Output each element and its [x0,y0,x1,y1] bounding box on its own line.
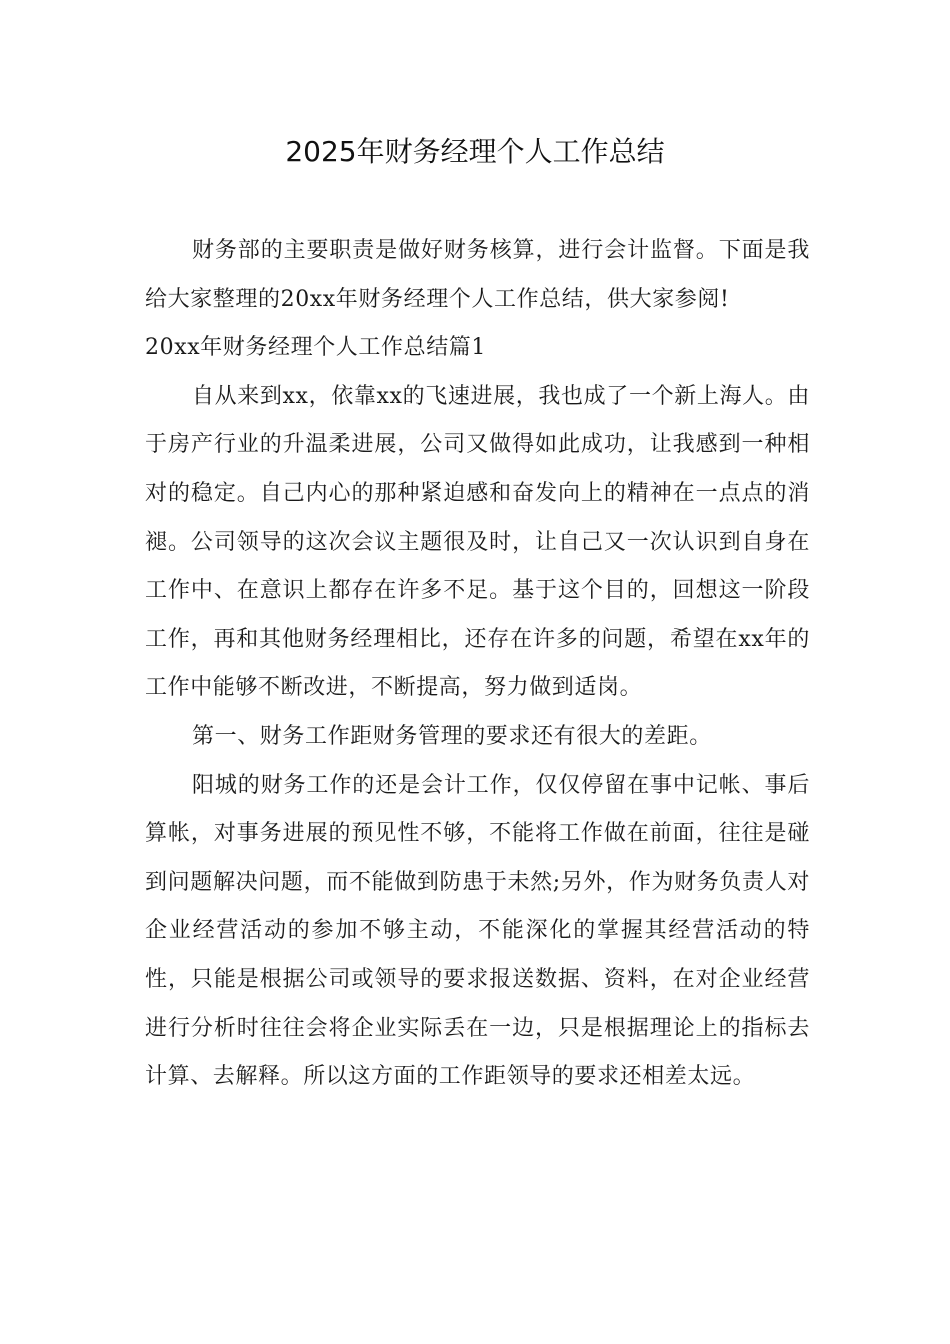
point-heading-1: 第一、财务工作距财务管理的要求还有很大的差距。 [192,723,712,749]
document-title: 2025年财务经理个人工作总结 [285,135,665,168]
intro-paragraph: 财务部的主要职责是做好财务核算，进行会计监督。下面是我给大家整理的20xx年财务经理个人工作总结，供大家参阅! [145,238,810,312]
body-paragraph-2: 阳城的财务工作的还是会计工作，仅仅停留在事中记帐、事后算帐，对事务进展的预见性不够，不能将工作做在前面，往往是碰到问题解决问题，而不能做到防患于未然;另外，作为财务负责人对企业经营活动的参加不够主动，不能深化的掌握其经营活动的特性，只能是根据公司或领导的要求报送数据、资料，在对企业经营进行分析时往往会将企业实际丢在一边，只是根据理论上的指标去计算、去解释。所以这方面的工作距领导的要求还相差太远。 [145,772,810,1090]
document-body [145,227,810,1102]
section-heading: 20xx年财务经理个人工作总结篇1 [145,335,487,361]
body-paragraph-1: 自从来到xx，依靠xx的飞速进展，我也成了一个新上海人。由于房产行业的升温柔进展，公司又做得如此成功，让我感到一种相对的稳定。自己内心的那种紧迫感和奋发向上的精神在一点点的消褪。公司领导的这次会议主题很及时，让自己又一次认识到自身在工作中、在意识上都存在许多不足。基于这个目的，回想这一阶段工作，再和其他财务经理相比，还存在许多的问题，希望在xx年的工作中能够不断改进，不断提高，努力做到适岗。 [145,383,810,701]
